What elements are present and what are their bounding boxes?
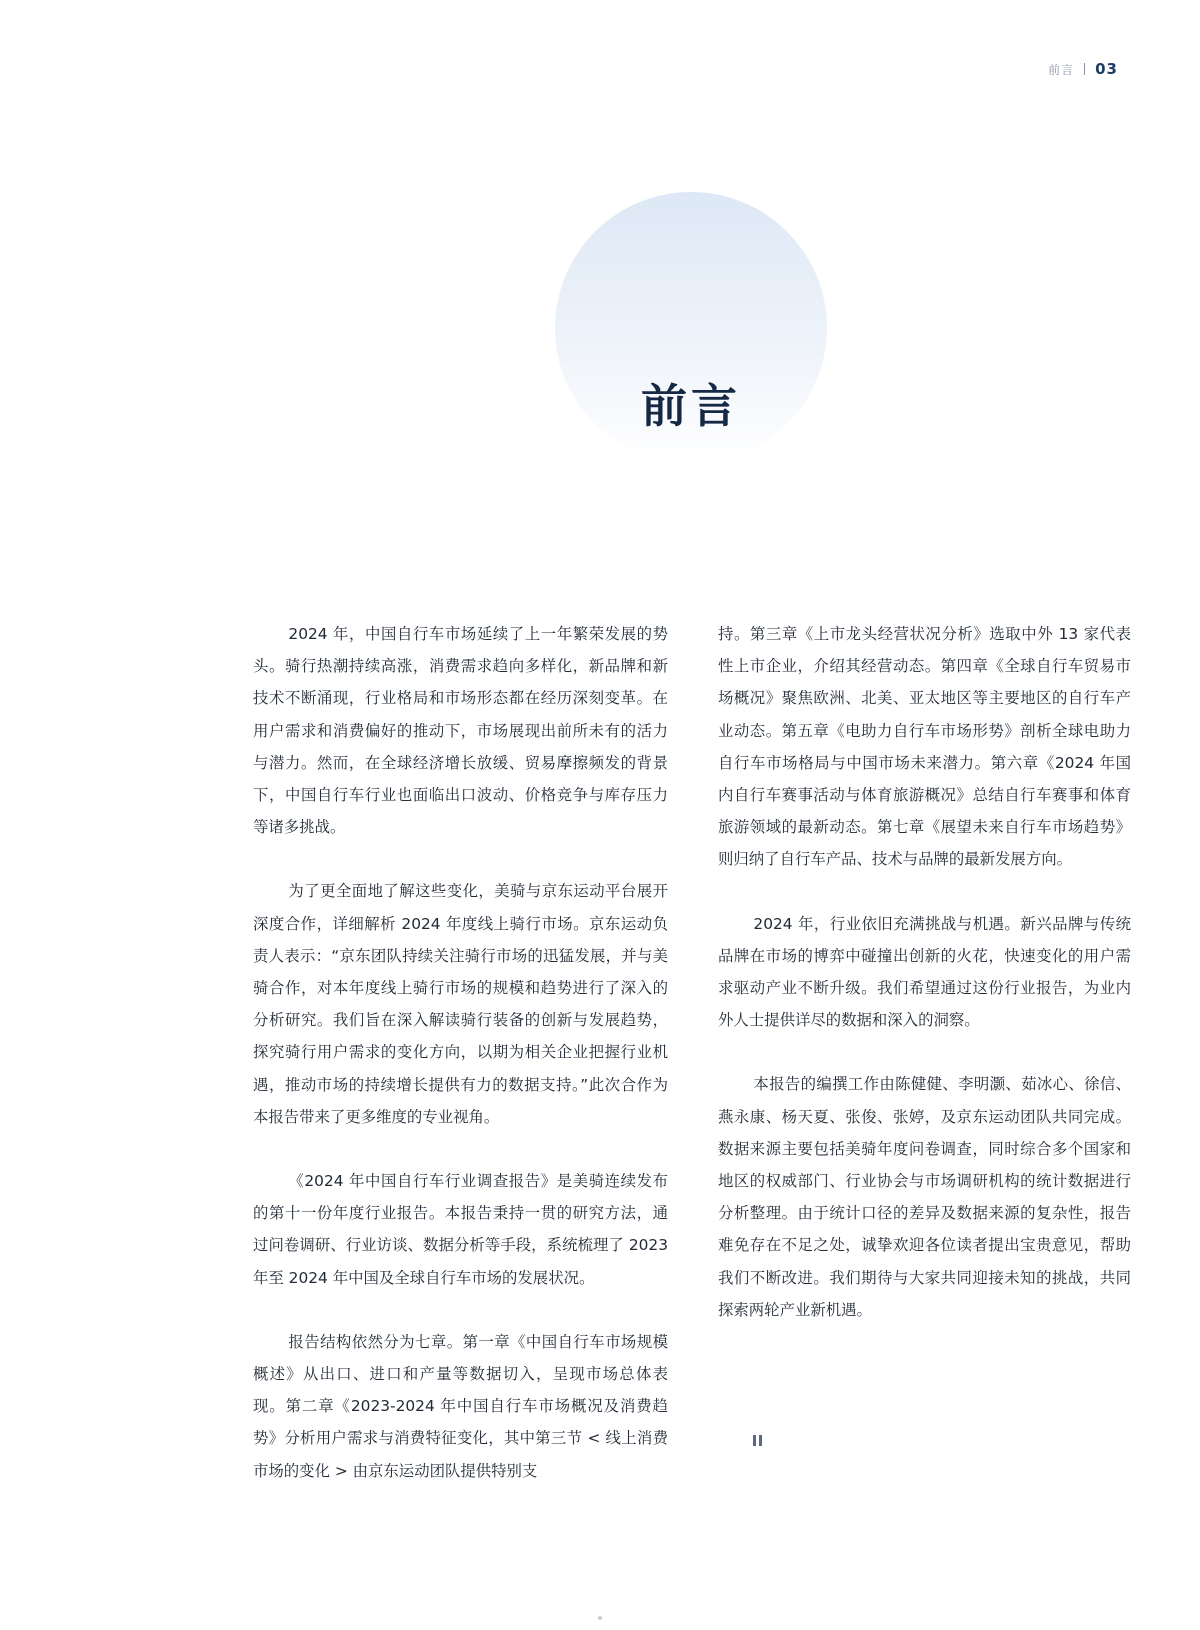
paragraph-report-overview: 《2024 年中国自行车行业调查报告》是美骑连续发布的第十一份年度行业报告。本报告秉持一贯的研究方法，通过问卷调研、行业访谈、数据分析等手段，系统梳理了 2023 年至 2024 年中国及全球自行车市场的发展状况。 (253, 1172, 668, 1287)
pause-icon (753, 1435, 762, 1446)
paragraph-structure-continued: 持。第三章《上市龙头经营状况分析》选取中外 13 家代表性上市企业，介绍其经营动态。第四章《全球自行车贸易市场概况》聚焦欧洲、北美、亚太地区等主要地区的自行车产业动态。第五章《电助力自行车市场形势》剖析全球电助力自行车市场格局与中国市场未来潜力。第六章《2024 年国内自行车赛事活动与体育旅游概况》总结自行车赛事和体育旅游领域的最新动态。第七章《展望未来自行车市场趋势》则归纳了自行车产品、技术与品牌的最新发展方向。 (718, 625, 1131, 869)
paragraph-intro: 2024 年，中国自行车市场延续了上一年繁荣发展的势头。骑行热潮持续高涨，消费需求趋向多样化，新品牌和新技术不断涌现，行业格局和市场形态都在经历深刻变革。在用户需求和消费偏好的推动下，市场展现出前所未有的活力与潜力。然而，在全球经济增长放缓、贸易摩擦频发的背景下，中国自行车行业也面临出口波动、价格竞争与库存压力等诸多挑战。 (253, 625, 668, 837)
paragraph-credits: 本报告的编撰工作由陈健健、李明灏、茹冰心、徐信、燕永康、杨天夏、张俊、张婷，及京东运动团队共同完成。数据来源主要包括美骑年度问卷调查，同时综合多个国家和地区的权威部门、行业协会与市场调研机构的统计数据进行分析整理。由于统计口径的差异及数据来源的复杂性，报告难免存在不足之处，诚挚欢迎各位读者提出宝贵意见，帮助我们不断改进。我们期待与大家共同迎接未知的挑战，共同探索两轮产业新机遇。 (718, 1075, 1131, 1319)
header-divider (1084, 63, 1085, 75)
page-dot-indicator (598, 1616, 602, 1620)
page-title: 前言 (641, 379, 741, 433)
paragraph-cooperation: 为了更全面地了解这些变化，美骑与京东运动平台展开深度合作，详细解析 2024 年度线上骑行市场。京东运动负责人表示：“京东团队持续关注骑行市场的迅猛发展，并与美骑合作，对本年度线上骑行市场的规模和趋势进行了深入的分析研究。我们旨在深入解读骑行装备的创新与发展趋势，探究骑行用户需求的变化方向，以期为相关企业把握行业机遇，推动市场的持续增长提供有力的数据支持。”此次合作为本报告带来了更多维度的专业视角。 (253, 882, 668, 1126)
paragraph-challenges: 2024 年，行业依旧充满挑战与机遇。新兴品牌与传统品牌在市场的博弈中碰撞出创新的火花，快速变化的用户需求驱动产业不断升级。我们希望通过这份行业报告，为业内外人士提供详尽的数据和深入的洞察。 (718, 914, 1131, 1030)
paragraph-structure: 报告结构依然分为七章。第一章《中国自行车市场规模概述》从出口、进口和产量等数据切入，呈现市场总体表现。第二章《2023-2024 年中国自行车市场概况及消费趋势》分析用户需求与消费特征变化，其中第三节 < 线上消费市场的变化 > 由京东运动团队提供特别支 (253, 1332, 668, 1480)
page-number: 03 (1095, 60, 1118, 78)
right-text-column (718, 618, 1131, 1358)
left-text-column (253, 618, 668, 1519)
section-label: 前言 (1048, 62, 1075, 77)
page-header (1048, 60, 1118, 78)
